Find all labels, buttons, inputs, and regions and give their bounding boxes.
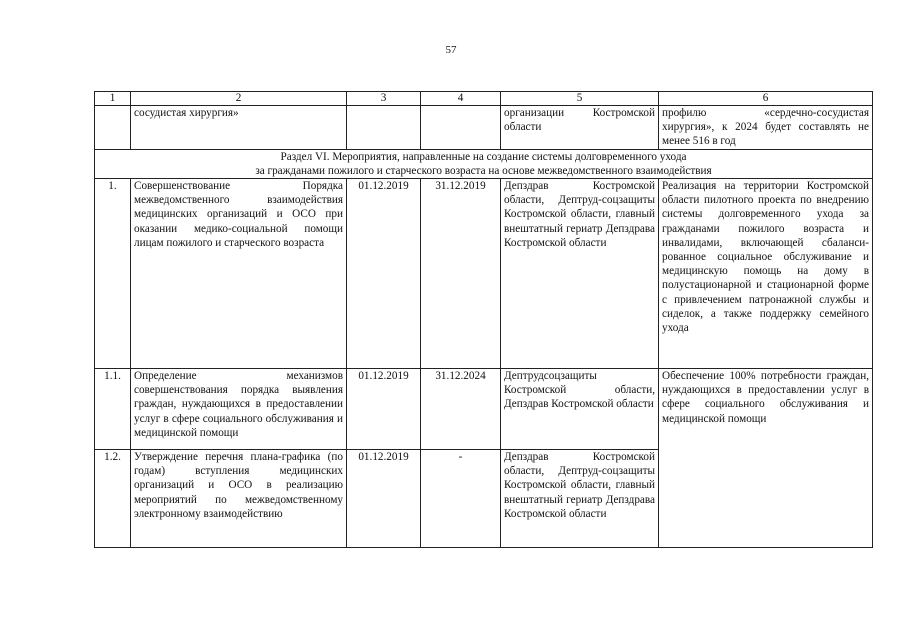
page-number: 57 (445, 44, 457, 56)
cell-executors: Дептрудсоцзащиты Костромской области, Депздрав Костромской области (501, 369, 659, 450)
section-heading-row (95, 149, 873, 178)
cell-num: 1.2. (95, 450, 131, 548)
header-col-4: 4 (421, 92, 501, 106)
cell-start: 01.12.2019 (347, 450, 421, 548)
section-heading (95, 149, 873, 178)
table-row (95, 179, 873, 369)
cell-start (347, 106, 421, 150)
cell-end (421, 106, 501, 150)
cell-result: Реализация на территории Костромской области пилотного проекта по внедрению системы долговременного ухода за гражданами пожилого возраста и инвалидами, включающей сбаланси-рованное социальное обслуживание и медицинскую помощь на дому в полустационарной и стационарной форме с привлечением патронажной службы и сиделок, а также поддержку семейного ухода (659, 179, 873, 369)
cell-end: 31.12.2024 (421, 369, 501, 450)
cell-measure: Определение механизмов совершенствования порядка выявления граждан, нуждающихся в предоставлении услуг в сфере социального обслуживания и медицинской помощи (131, 369, 347, 450)
cell-executors: Депздрав Костромской области, Дептруд-соцзащиты Костромской области, главный внештатный гериатр Депздрава Костромской области (501, 179, 659, 369)
cell-measure: Совершенствование Порядка межведомственного взаимодействия медицинских организаций и ОСО при оказании медико-социальной помощи лицам пожилого и старческого возраста (131, 179, 347, 369)
cell-executors: организации Костромской области (501, 106, 659, 150)
cell-result: профилю «сердечно-сосудистая хирургия», к 2024 будет составлять не менее 516 в год (659, 106, 873, 150)
section-heading-line-1: Раздел VI. Мероприятия, направленные на создание системы долговременного ухода (280, 150, 687, 163)
header-col-5: 5 (501, 92, 659, 106)
cell-num: 1. (95, 179, 131, 369)
table-row-continued (95, 106, 873, 150)
cell-start: 01.12.2019 (347, 179, 421, 369)
header-col-2: 2 (131, 92, 347, 106)
header-col-6: 6 (659, 92, 873, 106)
header-col-1: 1 (95, 92, 131, 106)
cell-end: - (421, 450, 501, 548)
table-header-row (95, 92, 873, 106)
header-col-3: 3 (347, 92, 421, 106)
cell-num (95, 106, 131, 150)
cell-measure: сосудистая хирургия» (131, 106, 347, 150)
cell-end: 31.12.2019 (421, 179, 501, 369)
cell-result: Обеспечение 100% потребности граждан, нуждающихся в предоставлении услуг в сфере социального обслуживания и медицинской помощи (659, 369, 873, 548)
measures-table (94, 91, 873, 548)
table-row (95, 369, 873, 450)
cell-measure: Утверждение перечня плана-графика (по годам) вступления медицинских организаций и ОСО в реализацию мероприятий по межведомственному электронному взаимодействию (131, 450, 347, 548)
section-heading-line-2: за гражданами пожилого и старческого возраста на основе межведомственного взаимодействия (255, 164, 712, 177)
cell-start: 01.12.2019 (347, 369, 421, 450)
cell-executors: Депздрав Костромской области, Дептруд-соцзащиты Костромской области, главный внештатный гериатр Депздрава Костромской области (501, 450, 659, 548)
cell-num: 1.1. (95, 369, 131, 450)
